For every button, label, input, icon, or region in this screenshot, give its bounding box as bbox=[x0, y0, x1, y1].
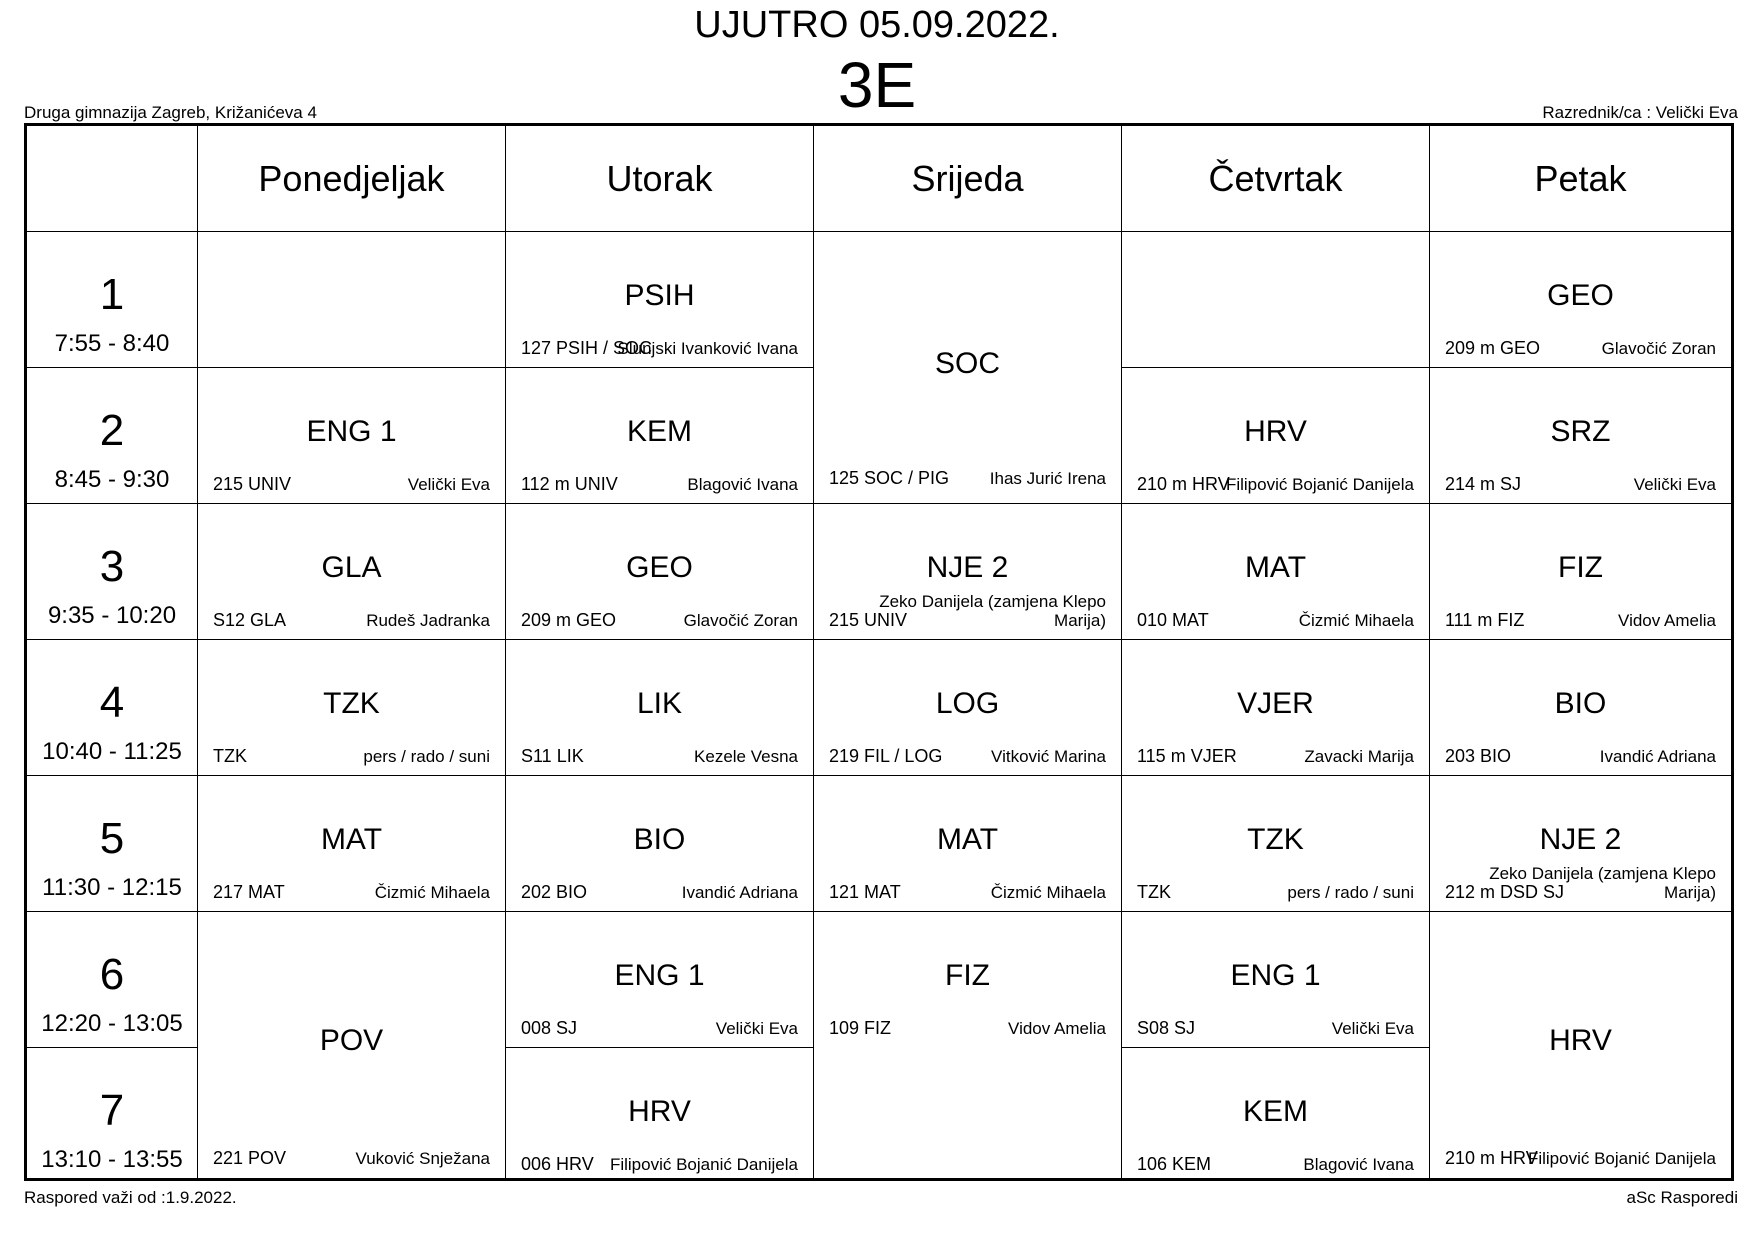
lesson-teacher: Slunjski Ivanković Ivana bbox=[617, 339, 798, 358]
lesson-room: 202 BIO bbox=[521, 882, 588, 902]
lesson-cell bbox=[1122, 1048, 1430, 1178]
lesson-room: 112 m UNIV bbox=[521, 474, 618, 494]
lesson-room: 221 POV bbox=[213, 1148, 287, 1168]
valid-from: Raspored važi od :1.9.2022. bbox=[24, 1188, 237, 1207]
lesson-subject: HRV bbox=[1549, 1024, 1612, 1057]
lesson-subject: GEO bbox=[1547, 279, 1614, 312]
lesson-teacher: Kezele Vesna bbox=[694, 747, 798, 766]
lesson-cell bbox=[1122, 640, 1430, 776]
lesson-cell bbox=[198, 640, 506, 776]
lesson-teacher: Zavacki Marija bbox=[1304, 747, 1414, 766]
lesson-room: 127 PSIH / SOC bbox=[521, 338, 653, 358]
lesson-teacher: Ivandić Adriana bbox=[1599, 747, 1716, 766]
lesson-subject: TZK bbox=[1247, 823, 1304, 856]
lesson-teacher: Blagović Ivana bbox=[1303, 1155, 1414, 1174]
lesson-teacher: Velički Eva bbox=[715, 1019, 798, 1038]
lesson-room: 006 HRV bbox=[521, 1154, 594, 1174]
lesson-room: 214 m SJ bbox=[1445, 474, 1522, 494]
lesson-room: 209 m GEO bbox=[1445, 338, 1541, 358]
lesson-room: S12 GLA bbox=[213, 610, 287, 630]
day-header-thursday: Četvrtak bbox=[1122, 126, 1430, 232]
lesson-subject: KEM bbox=[1242, 1095, 1308, 1128]
period-time: 9:35 - 10:20 bbox=[47, 602, 177, 629]
lesson-cell bbox=[1430, 640, 1731, 776]
lesson-cell bbox=[198, 776, 506, 912]
lesson-empty bbox=[1122, 232, 1430, 368]
lesson-subject: FIZ bbox=[1558, 551, 1603, 584]
lesson-cell bbox=[1430, 504, 1731, 640]
period-number: 2 bbox=[99, 406, 125, 455]
lesson-cell bbox=[814, 232, 1122, 504]
lesson-subject: KEM bbox=[626, 415, 692, 448]
lesson-teacher: Vidov Amelia bbox=[1618, 611, 1716, 630]
lesson-cell bbox=[1122, 368, 1430, 504]
period-cell bbox=[27, 368, 198, 504]
lesson-teacher: Vidov Amelia bbox=[1008, 1019, 1106, 1038]
lesson-subject: GLA bbox=[321, 551, 382, 584]
period-time: 7:55 - 8:40 bbox=[54, 330, 170, 357]
lesson-room: 203 BIO bbox=[1445, 746, 1512, 766]
lesson-teacher: Velički Eva bbox=[407, 475, 490, 494]
lesson-cell bbox=[1430, 232, 1731, 368]
lesson-teacher: Zeko Danijela (zamjena Klepo Marija) bbox=[1489, 864, 1716, 902]
lesson-cell bbox=[506, 504, 814, 640]
day-header-friday: Petak bbox=[1430, 126, 1731, 232]
lesson-teacher: Ihas Jurić Irena bbox=[989, 469, 1106, 488]
lesson-teacher: Velički Eva bbox=[1331, 1019, 1414, 1038]
lesson-subject: SRZ bbox=[1550, 415, 1611, 448]
lesson-room: 121 MAT bbox=[829, 882, 901, 902]
lesson-subject: BIO bbox=[1554, 687, 1607, 720]
lesson-cell bbox=[506, 368, 814, 504]
lesson-cell bbox=[198, 912, 506, 1178]
period-cell bbox=[27, 912, 198, 1048]
timetable-grid bbox=[24, 123, 1734, 1181]
lesson-teacher: pers / rado / suni bbox=[1287, 883, 1414, 902]
lesson-teacher: Čizmić Mihaela bbox=[1298, 611, 1414, 630]
lesson-subject: LIK bbox=[636, 687, 683, 720]
lesson-teacher: Vitković Marina bbox=[991, 747, 1106, 766]
lesson-teacher: Glavočić Zoran bbox=[683, 611, 798, 630]
lesson-room: 209 m GEO bbox=[521, 610, 617, 630]
lesson-teacher: Ivandić Adriana bbox=[681, 883, 798, 902]
lesson-room: 111 m FIZ bbox=[1445, 610, 1525, 630]
period-cell bbox=[27, 1048, 198, 1178]
lesson-room: 217 MAT bbox=[213, 882, 285, 902]
lesson-room: TZK bbox=[213, 746, 247, 766]
lesson-subject: MAT bbox=[936, 823, 999, 856]
lesson-cell bbox=[1122, 912, 1430, 1048]
lesson-subject: VJER bbox=[1237, 687, 1314, 720]
lesson-cell bbox=[198, 368, 506, 504]
class-name: 3E bbox=[837, 49, 917, 121]
corner-cell bbox=[27, 126, 198, 232]
lesson-cell bbox=[814, 912, 1122, 1048]
lesson-cell bbox=[1430, 368, 1731, 504]
school-name: Druga gimnazija Zagreb, Križanićeva 4 bbox=[24, 103, 317, 122]
lesson-cell bbox=[814, 776, 1122, 912]
period-time: 12:20 - 13:05 bbox=[41, 1010, 183, 1037]
lesson-room: 010 MAT bbox=[1137, 610, 1209, 630]
lesson-cell bbox=[814, 640, 1122, 776]
lesson-cell bbox=[198, 504, 506, 640]
lesson-teacher: Vuković Snježana bbox=[355, 1149, 490, 1168]
lesson-subject: BIO bbox=[633, 823, 686, 856]
lesson-teacher: Rudeš Jadranka bbox=[366, 611, 490, 630]
lesson-cell bbox=[1122, 776, 1430, 912]
lesson-cell bbox=[506, 776, 814, 912]
lesson-teacher: Blagović Ivana bbox=[687, 475, 798, 494]
schedule-title: UJUTRO 05.09.2022. bbox=[694, 4, 1060, 46]
lesson-cell bbox=[1430, 912, 1731, 1178]
lesson-subject: HRV bbox=[1244, 415, 1307, 448]
lesson-room: 215 UNIV bbox=[829, 610, 908, 630]
period-number: 5 bbox=[99, 814, 125, 863]
lesson-subject: MAT bbox=[1244, 551, 1307, 584]
period-time: 10:40 - 11:25 bbox=[42, 738, 182, 765]
lesson-empty bbox=[198, 232, 506, 368]
lesson-subject: FIZ bbox=[945, 959, 990, 992]
lesson-subject: NJE 2 bbox=[926, 551, 1009, 584]
day-header-monday: Ponedjeljak bbox=[198, 126, 506, 232]
lesson-subject: PSIH bbox=[624, 279, 695, 312]
lesson-cell bbox=[506, 232, 814, 368]
period-number: 7 bbox=[99, 1086, 125, 1135]
lesson-subject: ENG 1 bbox=[306, 415, 397, 448]
software-credit: aSc Rasporedi bbox=[1626, 1188, 1738, 1207]
lesson-room: 219 FIL / LOG bbox=[829, 746, 943, 766]
period-cell bbox=[27, 232, 198, 368]
lesson-subject: POV bbox=[319, 1024, 384, 1057]
lesson-room: 115 m VJER bbox=[1137, 746, 1237, 766]
period-time: 8:45 - 9:30 bbox=[54, 466, 170, 493]
lesson-subject: HRV bbox=[628, 1095, 691, 1128]
lesson-subject: ENG 1 bbox=[614, 959, 705, 992]
lesson-teacher: Glavočić Zoran bbox=[1601, 339, 1716, 358]
lesson-room: 106 KEM bbox=[1137, 1154, 1212, 1174]
lesson-subject: LOG bbox=[935, 687, 1000, 720]
period-number: 4 bbox=[99, 678, 125, 727]
lesson-room: S08 SJ bbox=[1137, 1018, 1196, 1038]
lesson-room: 215 UNIV bbox=[213, 474, 292, 494]
lesson-room: TZK bbox=[1137, 882, 1171, 902]
period-number: 1 bbox=[99, 270, 125, 319]
lesson-cell bbox=[506, 1048, 814, 1178]
lesson-subject: MAT bbox=[320, 823, 383, 856]
class-teacher: Razrednik/ca : Velički Eva bbox=[1542, 103, 1738, 122]
period-cell bbox=[27, 776, 198, 912]
lesson-subject: NJE 2 bbox=[1539, 823, 1622, 856]
lesson-room: 109 FIZ bbox=[829, 1018, 892, 1038]
lesson-empty bbox=[814, 1048, 1122, 1178]
lesson-teacher: Filipović Bojanić Danijela bbox=[1527, 1149, 1716, 1168]
period-number: 6 bbox=[99, 950, 125, 999]
lesson-cell bbox=[814, 504, 1122, 640]
lesson-room: 212 m DSD SJ bbox=[1445, 882, 1565, 902]
lesson-room: S11 LIK bbox=[521, 746, 584, 766]
day-header-tuesday: Utorak bbox=[506, 126, 814, 232]
lesson-cell bbox=[1430, 776, 1731, 912]
lesson-room: 008 SJ bbox=[521, 1018, 578, 1038]
lesson-teacher: Čizmić Mihaela bbox=[374, 883, 490, 902]
period-number: 3 bbox=[99, 542, 125, 591]
lesson-teacher: Čizmić Mihaela bbox=[990, 883, 1106, 902]
period-time: 11:30 - 12:15 bbox=[42, 874, 182, 901]
lesson-cell bbox=[506, 640, 814, 776]
lesson-room: 210 m HRV bbox=[1445, 1148, 1538, 1168]
lesson-teacher: Filipović Bojanić Danijela bbox=[1225, 475, 1414, 494]
lesson-teacher: Velički Eva bbox=[1633, 475, 1716, 494]
day-header-wednesday: Srijeda bbox=[814, 126, 1122, 232]
lesson-teacher: pers / rado / suni bbox=[363, 747, 490, 766]
lesson-cell bbox=[506, 912, 814, 1048]
period-cell bbox=[27, 640, 198, 776]
lesson-subject: GEO bbox=[626, 551, 693, 584]
lesson-subject: TZK bbox=[323, 687, 380, 720]
lesson-room: 125 SOC / PIG bbox=[829, 468, 950, 488]
period-cell bbox=[27, 504, 198, 640]
lesson-teacher: Zeko Danijela (zamjena Klepo Marija) bbox=[879, 592, 1106, 630]
lesson-room: 210 m HRV bbox=[1137, 474, 1230, 494]
lesson-cell bbox=[1122, 504, 1430, 640]
lesson-subject: SOC bbox=[934, 347, 1000, 380]
lesson-subject: ENG 1 bbox=[1230, 959, 1321, 992]
period-time: 13:10 - 13:55 bbox=[41, 1146, 183, 1173]
lesson-teacher: Filipović Bojanić Danijela bbox=[609, 1155, 798, 1174]
